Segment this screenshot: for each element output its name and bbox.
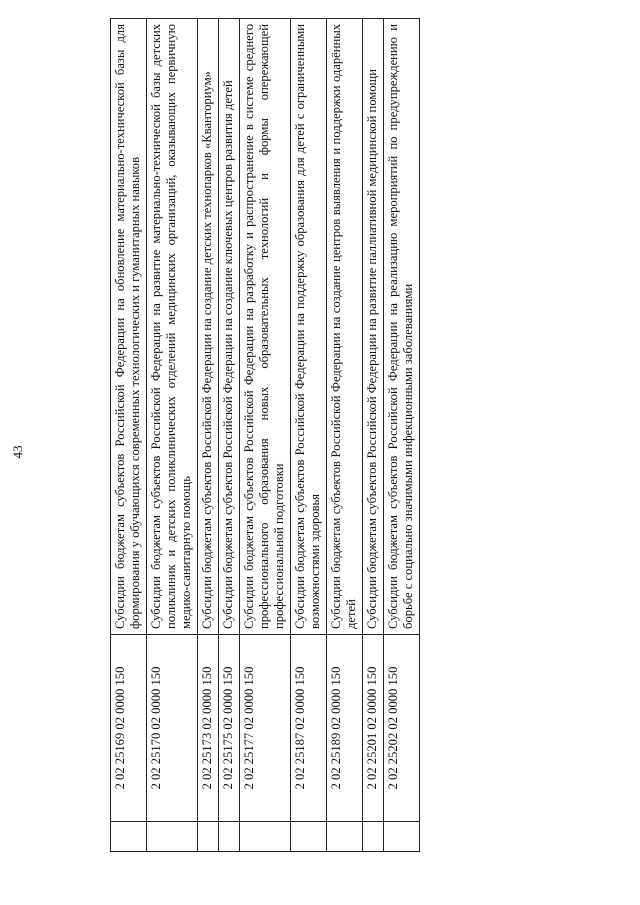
row-left-cell [219,822,240,852]
row-description: Субсидии бюджетам субъектов Российской Федерации на развитие материально-технической базы детских поликлиник и детских поликлинических отделений медицинских организаций, оказывающих первичную медико-санитарную помощь [147,19,198,635]
row-code: 2 02 25201 02 0000 150 [363,635,384,822]
table-row [111,19,147,852]
page-number: 43 [10,445,25,459]
row-code: 2 02 25173 02 0000 150 [198,635,219,822]
row-description: Субсидии бюджетам субъектов Российской Федерации на разработку и распространение в системе среднего профессионального образования новых образовательных технологий и формы опережающей профессиональной подготовки [240,19,291,635]
table-row [198,19,219,852]
row-left-cell [384,822,420,852]
row-left-cell [198,822,219,852]
row-description: Субсидии бюджетам субъектов Российской Федерации на реализацию мероприятий по предупреждению и борьбе с социально значимыми инфекционными заболеваниями [384,19,420,635]
row-code: 2 02 25170 02 0000 150 [147,635,198,822]
row-code: 2 02 25202 02 0000 150 [384,635,420,822]
table-row [327,19,363,852]
row-code: 2 02 25177 02 0000 150 [240,635,291,822]
row-code: 2 02 25175 02 0000 150 [219,635,240,822]
row-left-cell [240,822,291,852]
row-description: Субсидии бюджетам субъектов Российской Федерации на поддержку образования для детей с ограниченными возможностями здоровья [291,19,327,635]
table-row [219,19,240,852]
row-code: 2 02 25187 02 0000 150 [291,635,327,822]
row-left-cell [363,822,384,852]
row-description: Субсидии бюджетам субъектов Российской Федерации на создание центров выявления и поддержки одарённых детей [327,19,363,635]
row-left-cell [111,822,147,852]
table-row [363,19,384,852]
row-description: Субсидии бюджетам субъектов Российской Федерации на создание ключевых центров развития детей [219,19,240,635]
row-description: Субсидии бюджетам субъектов Российской Федерации на обновление материально-технической базы для формирования у обучающихся современных технологических и гуманитарных навыков [111,19,147,635]
table-row [240,19,291,852]
row-left-cell [291,822,327,852]
budget-codes-table [110,18,420,852]
row-left-cell [327,822,363,852]
table-row [384,19,420,852]
row-code: 2 02 25189 02 0000 150 [327,635,363,822]
row-description: Субсидии бюджетам субъектов Российской Федерации на создание детских технопарков «Кванториум» [198,19,219,635]
row-code: 2 02 25169 02 0000 150 [111,635,147,822]
table-body [111,19,420,852]
row-left-cell [147,822,198,852]
row-description: Субсидии бюджетам субъектов Российской Федерации на развитие паллиативной медицинской помощи [363,19,384,635]
table-row [291,19,327,852]
rotated-table-page [110,24,530,852]
table-row [147,19,198,852]
